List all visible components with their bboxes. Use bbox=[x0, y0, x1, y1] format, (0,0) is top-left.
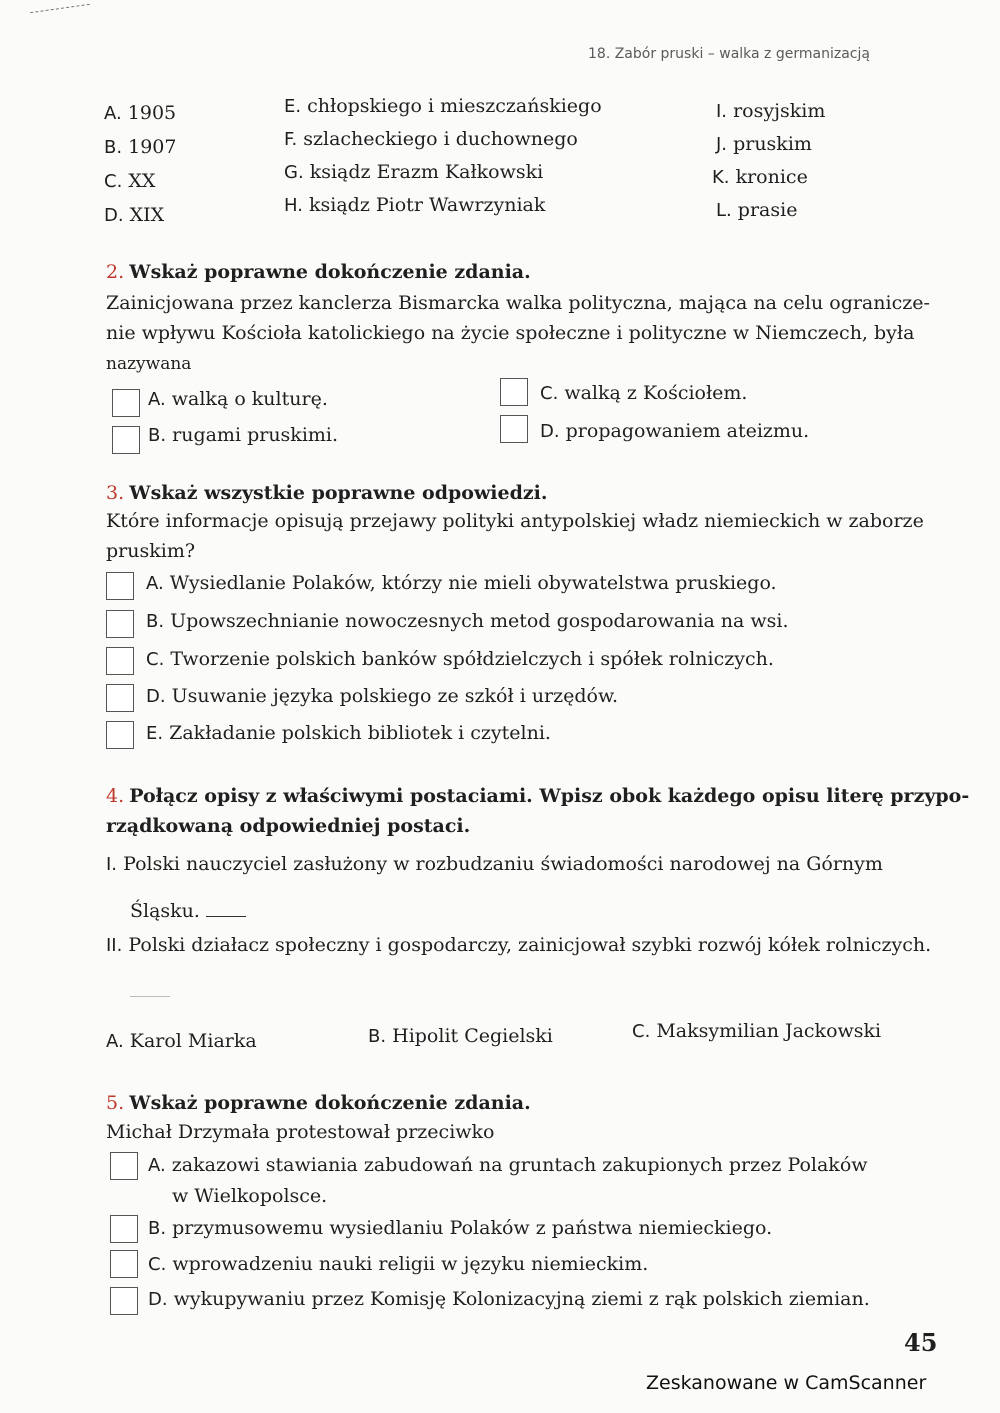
q5-body: Michał Drzymała protestował przeciwko bbox=[106, 1121, 495, 1143]
q4-person-b: B. Hipolit Cegielski bbox=[368, 1025, 553, 1047]
q2-option-b: B. rugami pruskimi. bbox=[148, 424, 339, 446]
q5-heading: 5. Wskaż poprawne dokończenie zdania. bbox=[106, 1092, 531, 1114]
q3-checkbox-d[interactable] bbox=[106, 684, 134, 712]
scan-corner-mark bbox=[30, 4, 90, 14]
q3-option-d: D. Usuwanie języka polskiego ze szkół i urzędów. bbox=[146, 685, 619, 707]
q5-option-c: C. wprowadzeniu nauki religii w języku niemieckim. bbox=[148, 1253, 649, 1275]
q4-heading-line-2: rządkowaną odpowiedniej postaci. bbox=[106, 815, 471, 837]
q5-option-d: D. wykupywaniu przez Komisję Kolonizacyjną ziemi z rąk polskich ziemian. bbox=[148, 1288, 870, 1310]
q3-option-e: E. Zakładanie polskich bibliotek i czytelni. bbox=[146, 722, 551, 744]
q3-checkbox-b[interactable] bbox=[106, 610, 134, 638]
page-header: 18. Zabór pruski – walka z germanizacją bbox=[588, 46, 870, 62]
q3-option-a: A. Wysiedlanie Polaków, którzy nie mieli obywatelstwa pruskiego. bbox=[146, 572, 777, 594]
q1-option-b: B. 1907 bbox=[104, 136, 177, 158]
q5-checkbox-c[interactable] bbox=[110, 1250, 138, 1278]
q4-heading-line-1: 4. Połącz opisy z właściwymi postaciami. Wpisz obok każdego opisu literę przypo- bbox=[106, 785, 970, 807]
q1-option-k: K. kronice bbox=[712, 166, 808, 188]
q4-person-c: C. Maksymilian Jackowski bbox=[632, 1020, 882, 1042]
q2-checkbox-c[interactable] bbox=[500, 378, 528, 406]
q5-option-a-continuation: w Wielkopolsce. bbox=[172, 1185, 328, 1207]
q1-option-j: J. pruskim bbox=[716, 133, 812, 155]
q2-heading: 2. Wskaż poprawne dokończenie zdania. bbox=[106, 261, 531, 283]
q3-option-b: B. Upowszechnianie nowoczesnych metod gospodarowania na wsi. bbox=[146, 610, 789, 632]
q1-option-g: G. ksiądz Erazm Kałkowski bbox=[284, 161, 544, 183]
q5-checkbox-b[interactable] bbox=[110, 1215, 138, 1243]
q2-body-line-3: nazywana bbox=[106, 354, 192, 374]
q4-answer-blank-1[interactable] bbox=[206, 916, 246, 917]
page-number: 45 bbox=[904, 1328, 938, 1357]
q2-checkbox-a[interactable] bbox=[112, 389, 140, 417]
q2-body-line-2: nie wpływu Kościoła katolickiego na życie społeczne i polityczne w Niemczech, była bbox=[106, 322, 915, 344]
q3-body-line-2: pruskim? bbox=[106, 540, 196, 562]
q4-item-2: II. Polski działacz społeczny i gospodarczy, zainicjował szybki rozwój kółek rolniczych. bbox=[106, 934, 932, 956]
q5-option-b: B. przymusowemu wysiedlaniu Polaków z państwa niemieckiego. bbox=[148, 1217, 773, 1239]
q1-option-e: E. chłopskiego i mieszczańskiego bbox=[284, 95, 602, 117]
q3-body-line-1: Które informacje opisują przejawy polityki antypolskiej władz niemieckich w zaborze bbox=[106, 510, 924, 532]
q4-item-1-continuation: Śląsku. bbox=[130, 900, 246, 922]
q4-item-1: I. Polski nauczyciel zasłużony w rozbudzaniu świadomości narodowej na Górnym bbox=[106, 853, 883, 875]
q5-option-a: A. zakazowi stawiania zabudowań na gruntach zakupionych przez Polaków bbox=[148, 1154, 868, 1176]
q3-checkbox-c[interactable] bbox=[106, 647, 134, 675]
q1-option-d: D. XIX bbox=[104, 204, 165, 226]
q1-option-c: C. XX bbox=[104, 170, 156, 192]
scanner-watermark: Zeskanowane w CamScanner bbox=[646, 1372, 927, 1394]
q5-checkbox-d[interactable] bbox=[110, 1287, 138, 1315]
q2-option-c: C. walką z Kościołem. bbox=[540, 382, 748, 404]
q1-option-a: A. 1905 bbox=[104, 102, 177, 124]
q1-option-l: L. prasie bbox=[716, 199, 798, 221]
q5-checkbox-a[interactable] bbox=[110, 1152, 138, 1180]
q1-option-i: I. rosyjskim bbox=[716, 100, 826, 122]
q2-body-line-1: Zainicjowana przez kanclerza Bismarcka walka polityczna, mająca na celu ogranicze- bbox=[106, 292, 930, 314]
q2-option-a: A. walką o kulturę. bbox=[148, 388, 328, 410]
q1-option-f: F. szlacheckiego i duchownego bbox=[284, 128, 578, 150]
q2-checkbox-d[interactable] bbox=[500, 415, 528, 443]
q4-person-a: A. Karol Miarka bbox=[106, 1030, 257, 1052]
q3-heading: 3. Wskaż wszystkie poprawne odpowiedzi. bbox=[106, 482, 548, 504]
q3-option-c: C. Tworzenie polskich banków spółdzielczych i spółek rolniczych. bbox=[146, 648, 774, 670]
q3-checkbox-e[interactable] bbox=[106, 721, 134, 749]
q4-answer-blank-2[interactable] bbox=[130, 996, 170, 997]
q2-option-d: D. propagowaniem ateizmu. bbox=[540, 420, 810, 442]
q1-option-h: H. ksiądz Piotr Wawrzyniak bbox=[284, 194, 546, 216]
q3-checkbox-a[interactable] bbox=[106, 572, 134, 600]
q2-checkbox-b[interactable] bbox=[112, 426, 140, 454]
